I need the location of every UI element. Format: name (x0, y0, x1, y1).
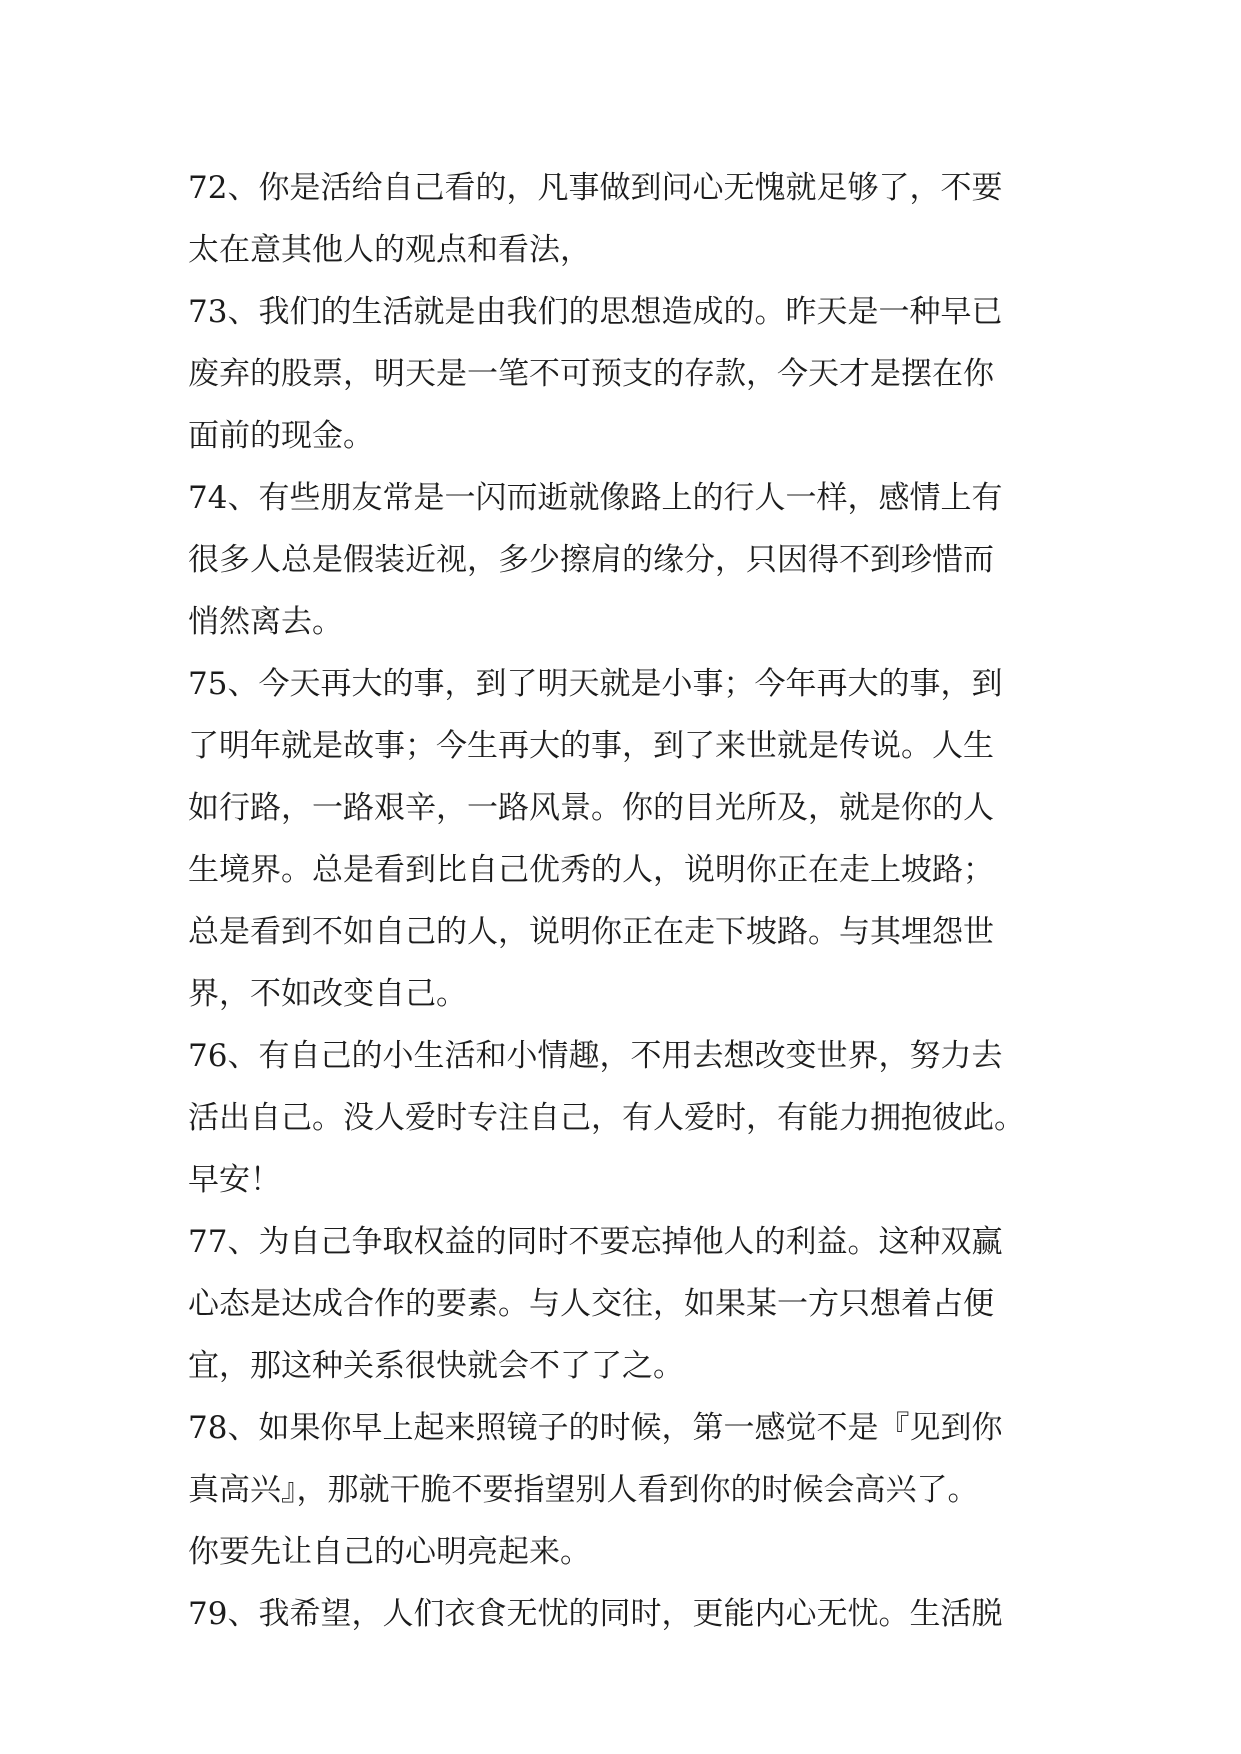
text-line: 心态是达成合作的要素。与人交往，如果某一方只想着占便 (188, 1286, 994, 1322)
text-line: 了明年就是故事；今生再大的事，到了来世就是传说。人生 (188, 728, 994, 764)
text-line: 75、今天再大的事，到了明天就是小事；今年再大的事，到 (188, 666, 1003, 702)
text-line: 总是看到不如自己的人，说明你正在走下坡路。与其埋怨世 (188, 914, 994, 950)
text-line: 早安！ (188, 1162, 281, 1198)
text-line: 界，不如改变自己。 (188, 976, 467, 1012)
text-line: 废弃的股票，明天是一笔不可预支的存款，今天才是摆在你 (188, 356, 994, 392)
text-line: 宜，那这种关系很快就会不了了之。 (188, 1348, 684, 1384)
text-line: 76、有自己的小生活和小情趣，不用去想改变世界，努力去 (188, 1038, 1003, 1074)
text-line: 如行路，一路艰辛，一路风景。你的目光所及，就是你的人 (188, 790, 994, 826)
text-line: 真高兴』，那就干脆不要指望别人看到你的时候会高兴了。 (188, 1472, 979, 1508)
text-line: 很多人总是假装近视，多少擦肩的缘分，只因得不到珍惜而 (188, 542, 994, 578)
text-line: 77、为自己争取权益的同时不要忘掉他人的利益。这种双赢 (188, 1224, 1003, 1260)
text-line: 74、有些朋友常是一闪而逝就像路上的行人一样，感情上有 (188, 480, 1003, 516)
text-line: 72、你是活给自己看的，凡事做到问心无愧就足够了，不要 (188, 170, 1003, 206)
text-line: 太在意其他人的观点和看法， (188, 232, 591, 268)
text-line: 悄然离去。 (188, 604, 343, 640)
text-line: 73、我们的生活就是由我们的思想造成的。昨天是一种早已 (188, 294, 1003, 330)
document-body (188, 157, 1058, 1645)
text-line: 面前的现金。 (188, 418, 374, 454)
text-line: 78、如果你早上起来照镜子的时候，第一感觉不是『见到你 (188, 1410, 1003, 1446)
text-line: 活出自己。没人爱时专注自己，有人爱时，有能力拥抱彼此。 (188, 1100, 1025, 1136)
text-line: 你要先让自己的心明亮起来。 (188, 1534, 591, 1570)
text-line: 79、我希望，人们衣食无忧的同时，更能内心无忧。生活脱 (188, 1596, 1003, 1632)
text-line: 生境界。总是看到比自己优秀的人，说明你正在走上坡路； (188, 852, 994, 888)
